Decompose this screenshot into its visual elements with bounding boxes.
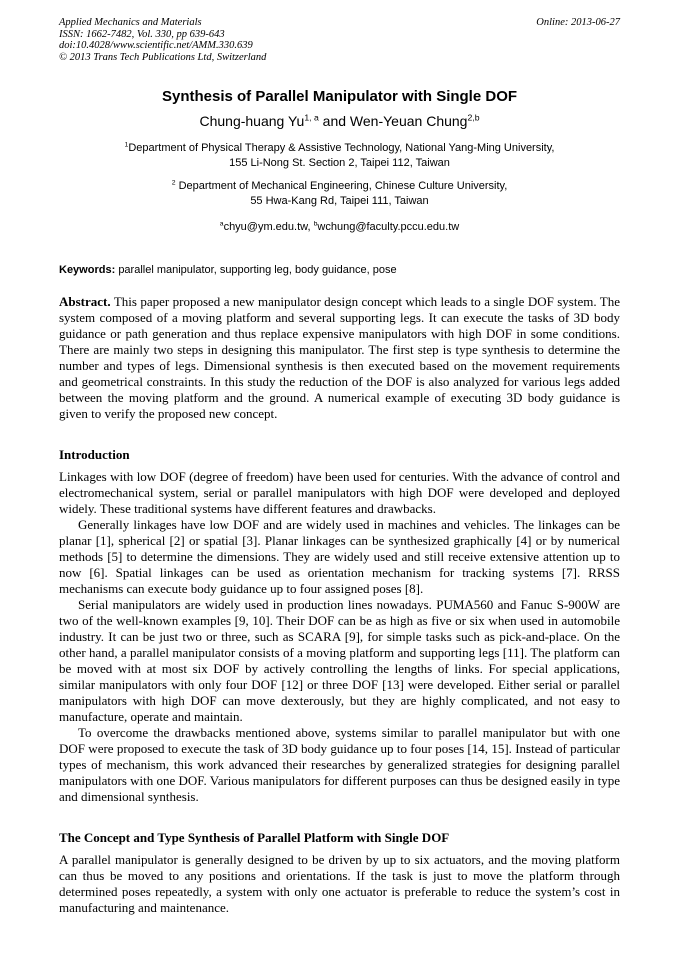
author-2-name: Wen-Yeuan Chung (349, 113, 468, 129)
email-line (59, 221, 620, 233)
journal-doi-line: doi:10.4028/www.scientific.net/AMM.330.639 (59, 40, 253, 51)
paragraph: Linkages with low DOF (degree of freedom) have been used for centuries. With the advance of control and electromechanical system, serial or parallel manipulators with high DOF were developed and deployed widely. These traditional systems have different features and drawbacks. (59, 469, 620, 516)
authors-line (59, 113, 620, 129)
email-a-superscript: a (219, 220, 224, 228)
affiliation-2-line2: 55 Hwa-Kang Rd, Taipei 111, Taiwan (250, 195, 429, 207)
section-heading-concept: The Concept and Type Synthesis of Parallel Platform with Single DOF (59, 830, 450, 845)
paragraph: A parallel manipulator is generally designed to be driven by up to six actuators, and the moving platform can thus be moved to any positions and orientations. If the task is just to move the platform through determined poses repeatedly, a system with only one actuator is preferable to reduce the system’s cost in manufacturing and maintenance. (59, 852, 620, 915)
affiliation-1-superscript: 1 (124, 141, 129, 149)
author-1-superscript: 1, a (304, 112, 319, 123)
keywords-value: parallel manipulator, supporting leg, body guidance, pose (118, 264, 397, 276)
paragraph: Generally linkages have low DOF and are widely used in machines and vehicles. The linkages can be planar [1], spherical [2] or spatial [3]. Planar linkages can be synthesized graphically [4] or by numerical methods [5] to determine the dimensions. They are widely used and still receive extensive attention up to now [6]. Spatial linkages can be used as orientation mechanism for tracking systems [7]. RRSS mechanisms can execute body guidance up to four assigned poses [8]. (59, 517, 620, 596)
journal-header (59, 17, 620, 63)
journal-header-left (59, 17, 266, 63)
authors-joiner: and (318, 113, 350, 129)
paper-title: Synthesis of Parallel Manipulator with Single DOF (161, 88, 518, 105)
email-b: wchung@faculty.pccu.edu.tw (317, 221, 460, 233)
abstract-label: Abstract. (59, 294, 111, 309)
affiliation-1-line1: Department of Physical Therapy & Assistive Technology, National Yang-Ming University, (128, 142, 555, 154)
author-2-superscript: 2,b (467, 112, 480, 123)
affiliation-1-line2: 155 Li-Nong St. Section 2, Taipei 112, Taiwan (229, 157, 450, 169)
section-heading-introduction: Introduction (59, 447, 130, 462)
email-b-superscript: b (313, 220, 318, 228)
author-1-name: Chung-huang Yu (199, 113, 305, 129)
abstract-paragraph (59, 294, 620, 422)
online-date: Online: 2013-06-27 (536, 17, 620, 28)
journal-copyright-line: © 2013 Trans Tech Publications Ltd, Switzerland (59, 51, 267, 63)
abstract-text: This paper proposed a new manipulator design concept which leads to a single DOF system. The system composed of a moving platform and several supporting legs. It can execute the tasks of 3D body guidance or path generation and thus replace expensive manipulators with high DOF in some conditions. There are mainly two steps in designing this manipulator. The first step is type synthesis to determine the number and types of legs. Dimensional synthesis is then executed based on the movement requirements and geometrical constraints. In this study the reduction of the DOF is also analyzed for various legs added between the moving platform and the ground. A numerical example of executing 3D body guidance is given to verify the proposed new concept. (59, 294, 621, 421)
keywords-line (59, 264, 620, 276)
paragraph: To overcome the drawbacks mentioned above, systems similar to parallel manipulator but with one DOF were proposed to execute the task of 3D body guidance up to four poses [14, 15]. Instead of particular types of mechanism, this work advanced their researches by generalized strategies for designing parallel manipulators with one DOF. Various manipulators for different purposes can thus be designed easily in type and dimensional synthesis. (59, 725, 620, 804)
affiliation-1 (59, 141, 620, 171)
journal-title: Applied Mechanics and Materials (59, 17, 202, 28)
affiliation-2 (59, 179, 620, 209)
email-a: chyu@ym.edu.tw, (223, 221, 311, 233)
affiliation-2-line1: Department of Mechanical Engineering, Chinese Culture University, (178, 180, 508, 192)
affiliation-2-superscript: 2 (171, 179, 176, 187)
journal-issn-line: ISSN: 1662-7482, Vol. 330, pp 639-643 (59, 28, 225, 40)
keywords-label: Keywords: (59, 264, 116, 276)
paragraph: Serial manipulators are widely used in production lines nowadays. PUMA560 and Fanuc S-900W are two of the well-known examples [9, 10]. Their DOF can be as high as five or six when used in automobile industry. It can be just two or three, such as SCARA [9], for simple tasks such as pick-and-place. On the other hand, a parallel manipulator consists of a moving platform and supporting legs [11]. The platform can be moved with at most six DOF by actively controlling the lengths of links. For special applications, similar manipulators with only four DOF [12] or three DOF [13] were developed. Either serial or parallel manipulators with high DOF can move dexterously, but they are highly complicated, and not easy to manufacture, operate and maintain. (59, 597, 620, 724)
